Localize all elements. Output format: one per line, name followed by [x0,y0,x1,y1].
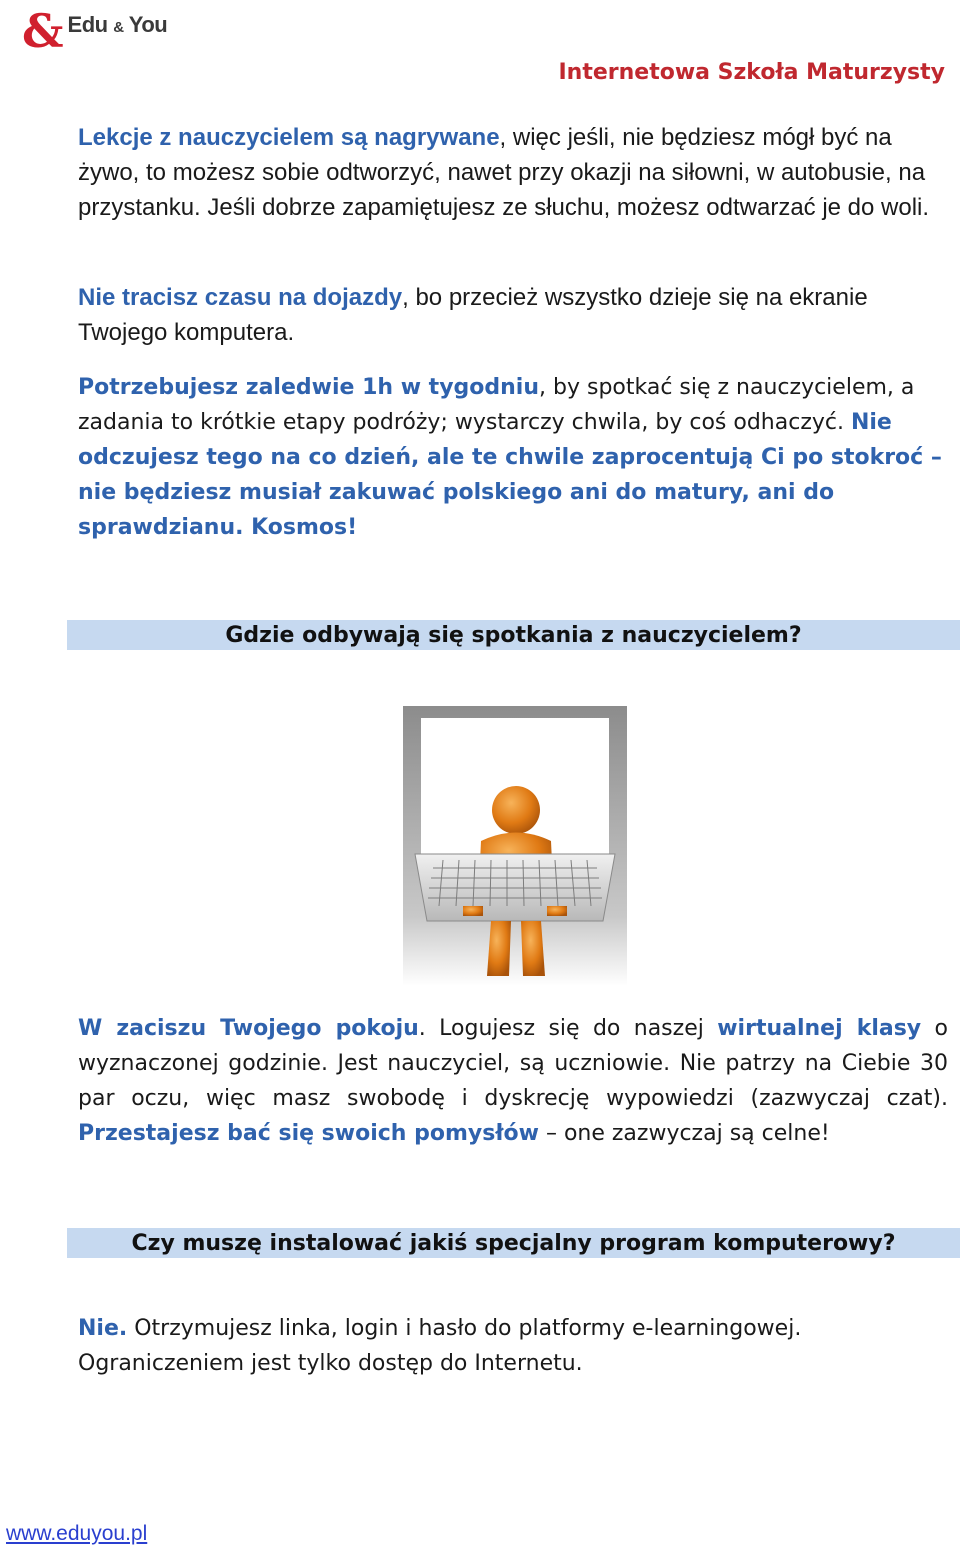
footer-website-link[interactable]: www.eduyou.pl [6,1522,148,1545]
paragraph-no-software [78,1311,948,1381]
figure-right-leg [521,921,545,976]
highlight-one-hour: Potrzebujesz zaledwie 1h w tygodniu [78,375,540,400]
highlight-virtual-class: wirtualnej klasy [717,1016,922,1041]
figure-left-hand [463,906,483,916]
paragraph-text: , bo przecież wszystko dzieje się na ekranie Twojego komputera. [78,284,868,346]
highlight-benefits: Nie odczujesz tego na co dzień, ale te chwile zaprocentują Ci po stokroć – nie będziesz musiał zakuwać polskiego ani do matury, ani do sprawdzianu. Kosmos! [78,410,942,540]
logo-edu: Edu [67,12,108,37]
page-header-title: Internetowa Szkoła Maturzysty [558,60,945,85]
logo-ampersand: & [22,4,64,58]
paragraph-text: , by spotkać się z nauczycielem, a zadania to krótkie etapy podróży; wystarczy chwila, by coś odhaczyć. [78,375,915,435]
paragraph-text: . Logujesz się do naszej [418,1016,718,1041]
figure-head [492,786,540,834]
paragraph-no-commute [78,280,948,350]
highlight-your-room: W zaciszu Twojego pokoju [78,1016,419,1041]
person-with-laptop-illustration [403,706,627,986]
section-heading-where: Gdzie odbywają się spotkania z nauczycielem? [67,620,960,650]
logo-wordmark [68,12,168,38]
logo [22,4,168,58]
highlight-no: Nie. [78,1316,128,1341]
paragraph-text: , więc jeśli, nie będziesz mógł być na żywo, to możesz sobie odtworzyć, nawet przy okazji na siłowni, w autobusie, na przystanku. Jeśli dobrze zapamiętujesz ze słuchu, możesz odtwarzać je do woli. [78,124,930,221]
paragraph-recordings [78,120,948,225]
highlight-recorded-lessons: Lekcje z nauczycielem są nagrywane [78,124,500,151]
paragraph-one-hour [78,370,948,545]
section-heading-software: Czy muszę instalować jakiś specjalny program komputerowy? [67,1228,960,1258]
figure-right-hand [547,906,567,916]
highlight-ideas: Przestajesz bać się swoich pomysłów [78,1121,539,1146]
figure-left-leg [487,921,511,976]
highlight-no-commute: Nie tracisz czasu na dojazdy [78,284,403,311]
paragraph-text: Otrzymujesz linka, login i hasło do platformy e-learningowej. Ograniczeniem jest tylko dostęp do Internetu. [78,1316,802,1376]
logo-you: You [128,12,168,37]
paragraph-your-room [78,1011,948,1151]
logo-and: & [113,19,124,36]
paragraph-text: o wyznaczonej godzinie. Jest nauczyciel, są uczniowie. Nie patrzy na Ciebie 30 par oczu, więc masz swobodę i dyskrecję wypowiedzi (zazwyczaj czat). [78,1016,948,1111]
paragraph-text: – one zazwyczaj są celne! [538,1121,830,1146]
